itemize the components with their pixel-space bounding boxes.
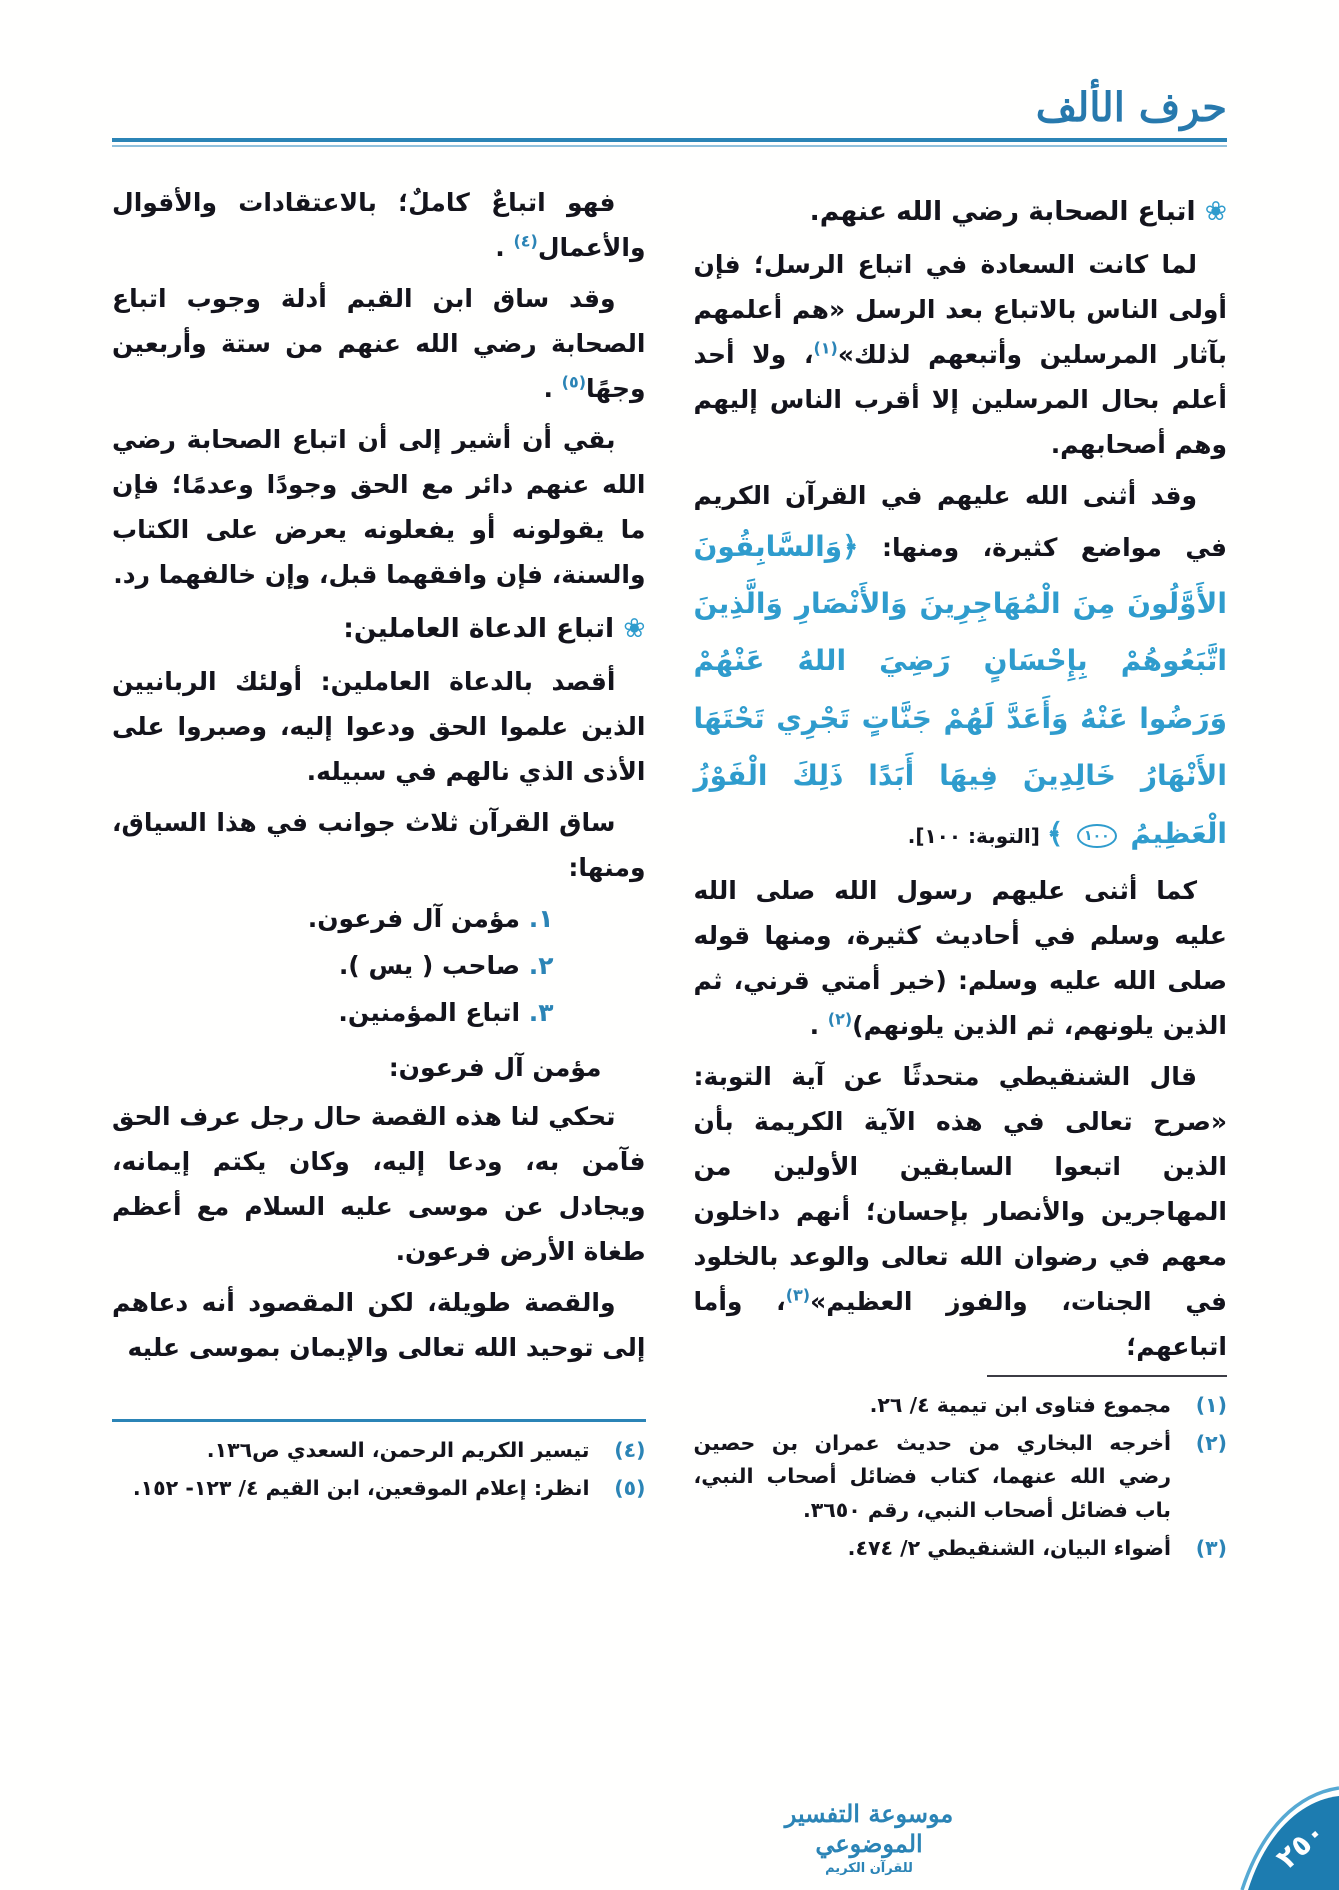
text-para (694, 1054, 1228, 1369)
text-run: والقصة طويلة، لكن المقصود أنه دعاهم إلى توحيد الله تعالى والإيمان بموسى عليه (112, 1287, 646, 1362)
footnote-ref-4: (٤) (513, 231, 538, 251)
list-number: ٣. (520, 997, 554, 1027)
section-heading-followers-of-companions (694, 188, 1228, 236)
text-para (112, 1094, 646, 1274)
text-run: ، وأما اتباعهم؛ (693, 1287, 1227, 1362)
text-run: مؤمن آل فرعون: (388, 1052, 602, 1082)
text-run: صاحب ( يس ). (338, 950, 521, 980)
emblem-subtitle: للقرآن الكريم (825, 1861, 913, 1876)
text-run: بقي أن أشير إلى أن اتباع الصحابة رضي الله عنهم دائر مع الحق وجودًا وعدمًا؛ فإن ما يقولونه أو يفعلونه يعرض على الكتاب والسنة، فإن وافقهما قبل، وإن خالفهما رد. (112, 425, 646, 589)
footnote-ref-3: (٣) (785, 1285, 811, 1305)
text-run: ساق القرآن ثلاث جوانب في هذا السياق، ومنها: (112, 807, 646, 882)
flower-ornament-icon: ❀ (614, 613, 646, 644)
text-run: وقد ساق ابن القيم أدلة وجوب اتباع الصحابة رضي الله عنهم من ستة وأربعين وجهًا (112, 284, 646, 403)
footnote-marker: (٥) (614, 1475, 646, 1500)
text-para (694, 868, 1228, 1048)
footnote-marker: (١) (1195, 1393, 1227, 1418)
text-list-item (112, 943, 646, 988)
text-run: تحكي لنا هذه القصة حال رجل عرف الحق فآمن به، ودعا إليه، وكان يكتم إيمانه، ويجادل عن موسى عليه السلام مع أعظم طغاة الأرض فرعون. (112, 1101, 646, 1266)
column-right-body (694, 180, 1228, 1375)
chapter-title: حرف الألف (1035, 84, 1227, 131)
list-number: ١. (520, 903, 554, 933)
column-left-body (112, 180, 646, 1376)
footnote (694, 1532, 1228, 1565)
text-run: فهو اتباعٌ كاملٌ؛ بالاعتقادات والأقوال والأعمال (112, 188, 646, 262)
text-run: . (543, 374, 562, 403)
text-run: اتباع المؤمنين. (338, 997, 521, 1027)
section-heading-working-preachers (112, 605, 646, 653)
text-run: أقصد بالدعاة العاملين: أولئك الربانيين الذين علموا الحق ودعوا إليه، وصبروا على الأذى الذي نالهم في سبيله. (112, 666, 646, 786)
emblem-title: موسوعة التفسير الموضوعي (784, 1799, 954, 1858)
list-number: ٢. (520, 950, 554, 980)
text-list-item (112, 896, 646, 941)
flower-ornament-icon: ❀ (1195, 196, 1227, 227)
text-run: وقد أثنى الله عليهم في القرآن الكريم في مواضع كثيرة، ومنها: (693, 480, 1227, 562)
footnote-text: أخرجه البخاري من حديث عمران بن حصين رضي الله عنهما، كتاب فضائل أصحاب النبي، باب فضائل أصحاب النبي، رقم ٣٦٥٠. (693, 1431, 1171, 1522)
column-right (693, 180, 1228, 1560)
footnote-marker: (٣) (1195, 1535, 1227, 1560)
text-run: كما أثنى عليهم رسول الله صلى الله عليه وسلم في أحاديث كثيرة، ومنها قوله صلى الله عليه وسلم: (خير أمتي قرني، ثم الذين يلونهم، ثم الذين يلونهم) (693, 876, 1227, 1041)
text-list-item (112, 990, 646, 1035)
text-para (694, 473, 1228, 862)
text-para (112, 800, 646, 890)
text-run: مؤمن آل فرعون. (307, 903, 521, 933)
verse-citation: [التوبة: ١٠٠]. (907, 823, 1047, 848)
footnote-text: انظر: إعلام الموقعين، ابن القيم ٤/ ١٢٣- ١٥٢. (132, 1475, 590, 1500)
column-left-footnotes (112, 1419, 646, 1510)
text-run: . (809, 1011, 828, 1041)
subheading-believer-of-pharaoh (112, 1045, 646, 1090)
text-run: ، ولا أحد أعلم بحال المرسلين إلا أقرب الناس إليهم وهم أصحابهم. (693, 339, 1227, 459)
column-left (112, 180, 646, 1510)
text-run: اتباع الصحابة رضي الله عنهم. (809, 196, 1196, 227)
page-corner-wave (1215, 1782, 1339, 1890)
footnote-text: مجموع فتاوى ابن تيمية ٤/ ٢٦. (869, 1393, 1171, 1418)
footnote (694, 1427, 1228, 1527)
footnote-ref-5: (٥) (561, 372, 587, 392)
text-run: لما كانت السعادة في اتباع الرسل؛ فإن أولى الناس بالاتباع بعد الرسل «هم أعلمهم بآثار المرسلين وأتبعهم لذلك» (693, 249, 1227, 369)
footnote-marker: (٤) (614, 1437, 646, 1462)
header-double-rule (112, 138, 1227, 147)
text-run: . (495, 233, 514, 262)
footnote (112, 1472, 646, 1505)
footnote-text: تيسير الكريم الرحمن، السعدي ص١٣٦. (206, 1437, 590, 1462)
ayah-number-badge: ١٠٠ (1077, 824, 1117, 848)
column-right-footnotes (694, 1375, 1228, 1570)
quran-verse: ﴿وَالسَّابِقُونَ الأَوَّلُونَ مِنَ الْمُهَاجِرِينَ وَالأَنْصَارِ وَالَّذِينَ اتَّبَعُوهُمْ بِإِحْسَانٍ رَضِيَ اللهُ عَنْهُمْ وَرَضُوا عَنْهُ وَأَعَدَّ لَهُمْ جَنَّاتٍ تَجْرِي تَحْتَهَا الأَنْهَارُ خَالِدِينَ فِيهَا أَبَدًا ذَلِكَ الْفَوْزُ الْعَظِيمُ (693, 529, 1227, 850)
text-para (112, 180, 646, 270)
text-run: قال الشنقيطي متحدثًا عن آية التوبة: «صرح تعالى في هذه الآية الكريمة بأن الذين اتبعوا السابقين الأولين من المهاجرين والأنصار بإحسان؛ أنهم داخلون معهم في رضوان الله تعالى والوعد بالخلود في الجنات، والفوز العظيم» (693, 1062, 1227, 1317)
footnote-ref-1: (١) (813, 338, 838, 358)
publisher-emblem (729, 1799, 1009, 1876)
footnote-marker: (٢) (1195, 1431, 1227, 1456)
text-para (112, 1280, 646, 1370)
text-para (112, 417, 646, 597)
footnote-text: أضواء البيان، الشنقيطي ٢/ ٤٧٤. (847, 1535, 1171, 1560)
text-para (112, 659, 646, 794)
text-columns (112, 180, 1227, 1560)
page-header (112, 86, 1227, 147)
text-para (694, 242, 1228, 467)
text-run: اتباع الدعاة العاملين: (343, 613, 615, 644)
footnote-ref-2: (٢) (827, 1009, 853, 1029)
footnote (112, 1434, 646, 1467)
text-para (112, 276, 646, 411)
quran-closing-bracket: ﴾ (1046, 816, 1074, 850)
page-number: ٢٥٠ (1269, 1814, 1332, 1876)
footnote (694, 1389, 1228, 1422)
